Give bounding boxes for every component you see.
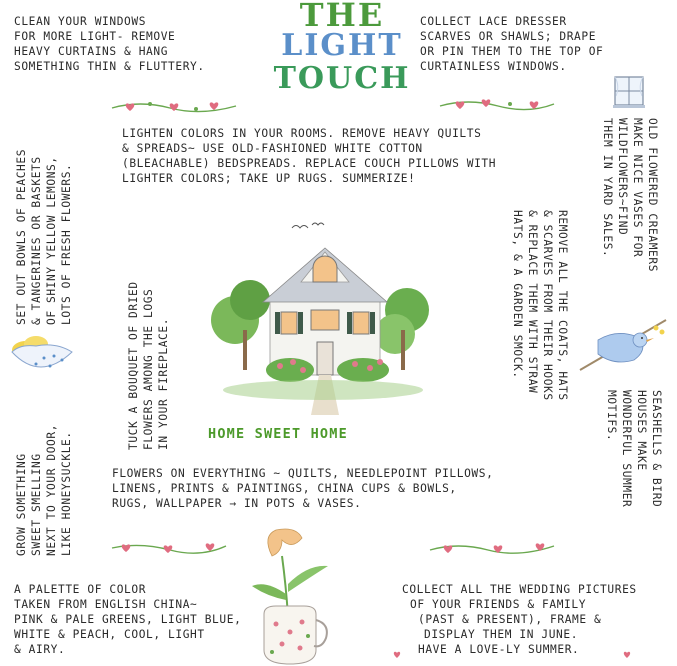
tip-wedding: COLLECT ALL THE WEDDING PICTURES OF YOUR FRIENDS & FAMILY (PAST & PRESENT), FRAME & DISPLAY THEM IN JUNE. HAVE A LOVE-LY SUMMER. <box>402 583 637 656</box>
heart-vine-left-top <box>110 96 240 116</box>
page-title <box>272 0 412 96</box>
tip-fruit: SET OUT BOWLS OF PEACHES & TANGERINES OR BASKETS OF SHINY YELLOW LEMONS, LOTS OF FRESH FLOWERS. <box>15 148 73 325</box>
heart-icon <box>206 543 215 551</box>
tip-flowers: FLOWERS ON EVERYTHING ~ QUILTS, NEEDLEPOINT PILLOWS, LINENS, PRINTS & PAINTINGS, CHINA CUPS & BOWLS, RUGS, WALLPAPER → IN POTS & VASES. <box>112 467 494 510</box>
tip-lace: COLLECT LACE DRESSER SCARVES OR SHAWLS; DRAPE OR PIN THEM TO THE TOP OF CURTAINLESS WINDOWS. <box>420 15 604 73</box>
lemon-bowl-illustration <box>6 332 74 382</box>
tip-shells: SEASHELLS & BIRD HOUSES MAKE WONDERFUL SUMMER MOTIFS. <box>605 390 663 508</box>
heart-icon <box>392 650 402 660</box>
heart-icon <box>164 545 173 553</box>
tip-grow: GROW SOMETHING SWEET SMELLING NEXT TO YOUR DOOR, LIKE HONEYSUCKLE. <box>15 423 73 556</box>
floral-jug-illustration <box>238 524 338 666</box>
tip-coats: REMOVE ALL THE COATS, HATS & SCARVES FROM THEIR HOOKS & REPLACE THEM WITH STRAW HATS, & A GARDEN SMOCK. <box>511 210 569 401</box>
title-touch: TOUCH <box>273 61 411 96</box>
tip-windows: CLEAN YOUR WINDOWS FOR MORE LIGHT- REMOVE HEAVY CURTAINS & HANG SOMETHING THIN & FLUTTERY. <box>14 15 205 73</box>
title-light: LIGHT <box>281 28 403 63</box>
heart-vine-right-top <box>438 94 558 114</box>
bird-illustration <box>578 310 668 380</box>
window-icon <box>612 74 646 110</box>
title-the: THE <box>299 0 385 34</box>
home-sweet-home-caption: HOME SWEET HOME <box>208 426 348 442</box>
heart-icon <box>482 99 491 107</box>
heart-vine-left-bottom <box>110 538 230 558</box>
tip-colors: LIGHTEN COLORS IN YOUR ROOMS. REMOVE HEAVY QUILTS & SPREADS~ USE OLD-FASHIONED WHITE COTTON (BLEACHABLE) BEDSPREADS. REPLACE COUCH PILLOWS WITH LIGHTER COLORS; TAKE UP RUGS. SUMMERIZE! <box>122 127 497 185</box>
tip-dried: TUCK A BOUQUET OF DRIED FLOWERS AMONG THE LOGS IN YOUR FIREPLACE. <box>127 281 170 450</box>
heart-vine-right-bottom <box>428 538 558 558</box>
tip-palette: A PALETTE OF COLOR TAKEN FROM ENGLISH CHINA~ PINK & PALE GREENS, LIGHT BLUE, WHITE & PEACH, COOL, LIGHT & AIRY. <box>14 583 242 656</box>
heart-icon <box>622 650 632 660</box>
tip-creamers: OLD FLOWERED CREAMERS MAKE NICE VASES FOR WILDFLOWERS~FIND THEM IN YARD SALES. <box>601 118 659 273</box>
house-illustration <box>215 230 430 415</box>
heart-icon <box>210 102 219 110</box>
